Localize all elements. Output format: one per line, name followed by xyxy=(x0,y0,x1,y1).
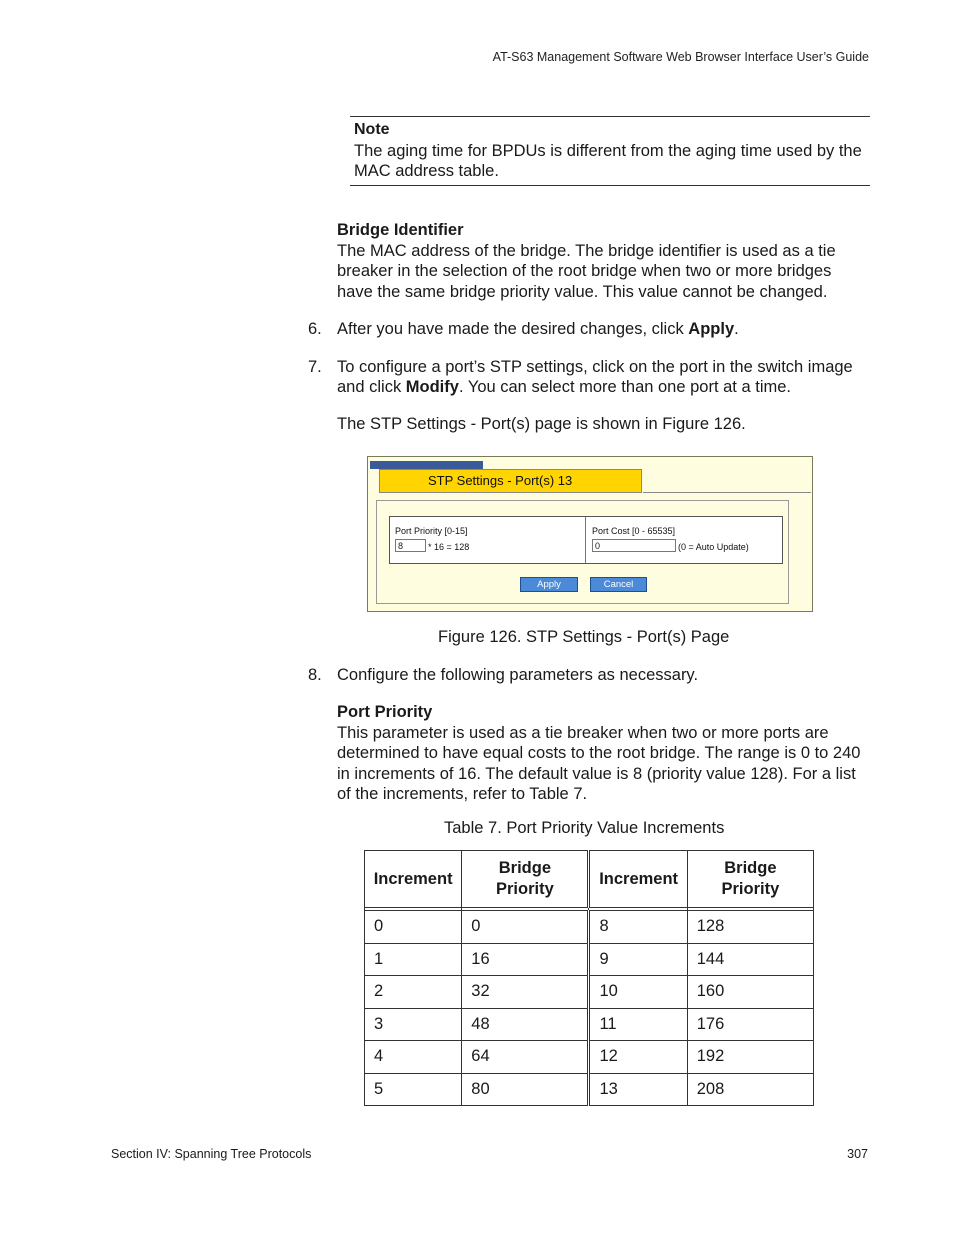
table-row xyxy=(365,911,814,944)
port-cost-label: Port Cost [0 - 65535] xyxy=(592,526,676,536)
figure-caption: Figure 126. STP Settings - Port(s) Page xyxy=(438,628,730,646)
table-cell: 12 xyxy=(589,1041,687,1074)
note-text: The aging time for BPDUs is different from the aging time used by the MAC address table. xyxy=(354,142,862,180)
port-priority-text: This parameter is used as a tie breaker when two or more ports are determined to have equal costs to the root bridge. The range is 0 to 240 in increments of 16. The default value is 8 (priority value 128). For a list of the increments, refer to Table 7. xyxy=(337,724,861,803)
step-7-text: To configure a port’s STP settings, click on the port in the switch image and click Modify. You can select more than one port at a time. xyxy=(337,358,853,397)
page-number: 307 xyxy=(847,1147,868,1161)
table-cell: 8 xyxy=(589,911,687,944)
table-cell: 10 xyxy=(589,976,687,1009)
table-cell: 5 xyxy=(365,1073,462,1106)
table-header-row xyxy=(365,851,814,908)
figure-form-fields xyxy=(389,516,783,564)
step-8-text: Configure the following parameters as necessary. xyxy=(337,666,699,684)
bridge-identifier-heading: Bridge Identifier xyxy=(337,221,464,239)
table-row xyxy=(365,1073,814,1106)
table-cell: 32 xyxy=(462,976,589,1009)
stp-settings-figure xyxy=(367,456,813,612)
table-row xyxy=(365,1041,814,1074)
figure-apply-button[interactable]: Apply xyxy=(520,577,578,592)
port-priority-note: * 16 = 128 xyxy=(428,542,470,552)
footer-section: Section IV: Spanning Tree Protocols xyxy=(111,1147,312,1161)
port-priority-table xyxy=(364,850,814,1106)
port-cost-note: (0 = Auto Update) xyxy=(678,542,749,552)
figure-form-panel xyxy=(376,500,789,604)
table-header-cell: Increment xyxy=(365,851,462,908)
table-cell: 11 xyxy=(589,1008,687,1041)
step-7-number: 7. xyxy=(308,358,322,376)
table-row xyxy=(365,943,814,976)
table-cell: 192 xyxy=(687,1041,813,1074)
table-row xyxy=(365,1008,814,1041)
table-cell: 4 xyxy=(365,1041,462,1074)
figure-tab-bar xyxy=(370,461,483,469)
table-cell: 0 xyxy=(462,911,589,944)
table-cell: 2 xyxy=(365,976,462,1009)
port-priority-label: Port Priority [0-15] xyxy=(395,526,468,536)
table-cell: 144 xyxy=(687,943,813,976)
table-cell: 0 xyxy=(365,911,462,944)
step-6-number: 6. xyxy=(308,320,322,338)
table-header-cell: Increment xyxy=(589,851,687,908)
table-row xyxy=(365,976,814,1009)
port-priority-heading: Port Priority xyxy=(337,703,433,721)
table-cell: 176 xyxy=(687,1008,813,1041)
table-cell: 9 xyxy=(589,943,687,976)
step-6-text: After you have made the desired changes, click Apply. xyxy=(337,320,739,338)
table-cell: 160 xyxy=(687,976,813,1009)
table-cell: 3 xyxy=(365,1008,462,1041)
table-cell: 1 xyxy=(365,943,462,976)
figure-tab-title: STP Settings - Port(s) 13 xyxy=(379,469,642,493)
step-7-follow-text: The STP Settings - Port(s) page is shown in Figure 126. xyxy=(337,415,746,433)
port-cost-input[interactable]: 0 xyxy=(592,539,676,552)
port-priority-input[interactable]: 8 xyxy=(395,539,426,552)
table-cell: 64 xyxy=(462,1041,589,1074)
table-caption: Table 7. Port Priority Value Increments xyxy=(444,819,725,837)
table-cell: 208 xyxy=(687,1073,813,1106)
table-cell: 48 xyxy=(462,1008,589,1041)
table-cell: 128 xyxy=(687,911,813,944)
table-header-cell: Bridge Priority xyxy=(462,851,589,908)
figure-tab-line xyxy=(643,492,811,493)
running-header: AT-S63 Management Software Web Browser Interface User’s Guide xyxy=(492,50,869,64)
bridge-identifier-text: The MAC address of the bridge. The bridge identifier is used as a tie breaker in the selection of the root bridge when two or more bridges have the same bridge priority value. This value cannot be changed. xyxy=(337,242,836,301)
table-header-cell: Bridge Priority xyxy=(687,851,813,908)
note-label: Note xyxy=(354,121,390,138)
figure-cancel-button[interactable]: Cancel xyxy=(590,577,647,592)
table-cell: 16 xyxy=(462,943,589,976)
figure-field-divider xyxy=(585,517,586,563)
step-8-number: 8. xyxy=(308,666,322,684)
table-cell: 13 xyxy=(589,1073,687,1106)
table-cell: 80 xyxy=(462,1073,589,1106)
